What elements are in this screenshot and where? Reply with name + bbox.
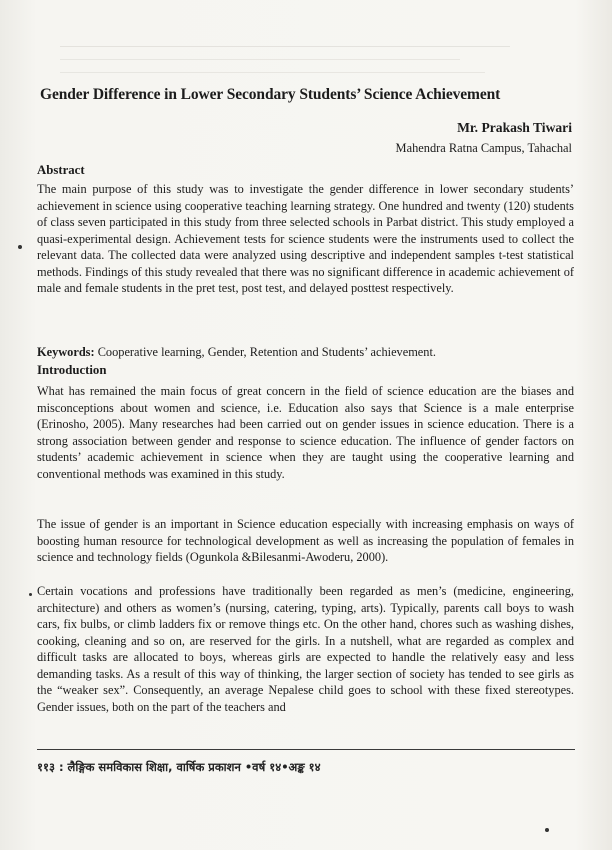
author-name: Mr. Prakash Tiwari (457, 120, 572, 135)
keywords-text: Cooperative learning, Gender, Retention and Students’ achievement. (94, 345, 436, 359)
margin-speck (29, 593, 32, 596)
intro-paragraph-1: What has remained the main focus of great concern in the field of science education are the biases and misconceptions about women and science, i.e. Education also says that Science is a male enterprise (Erinosho, 2005). Many researches had been carried out on gender issues in science education. There is a strong association between gender and response to science education. The influence of gender factors on students’ academic achievement in science when they are taught using the cooperative learning and conventional methods was examined in this study. (37, 384, 574, 481)
introduction-heading: Introduction (37, 363, 107, 377)
abstract-heading: Abstract (37, 163, 85, 177)
author-affiliation: Mahendra Ratna Campus, Tahachal (395, 141, 572, 155)
footer-rule (37, 749, 575, 750)
margin-speck (18, 245, 22, 249)
intro-paragraph-2: The issue of gender is an important in Science education especially with increasing emphasis on ways of boosting human resource for technological development as well as increasing the population of females in science and technology fields (Ogunkola &Bilesanmi-Awoderu, 2000). (37, 517, 574, 565)
margin-speck (545, 828, 549, 832)
page-footer: ११३ : लैङ्गिक समविकास शिक्षा, वार्षिक प्रकाशन •वर्ष १४•अङ्क १४ (37, 760, 321, 774)
keywords-line (37, 344, 574, 361)
article-title: Gender Difference in Lower Secondary Students’ Science Achievement (40, 86, 501, 103)
intro-paragraph-3: Certain vocations and professions have traditionally been regarded as men’s (medicine, engineering, architecture) and others as women’s (nursing, catering, typing, arts). Typically, parents call boys to wash cars, fix bulbs, or climb ladders fix or remove things etc. On the other hand, chores such as washing dishes, cooking, cleaning and so on, are reserved for the girls. In a nutshell, what are regarded as complex and difficult tasks are allocated to boys, whereas girls are expected to handle the relatively easy and less demanding tasks. As a result of this way of thinking, the larger section of society has tended to see girls as the “weaker sex”. Consequently, an average Nepalese child goes to school with these fixed stereotypes. Gender issues, both on the part of the teachers and (37, 584, 574, 714)
abstract-text: The main purpose of this study was to investigate the gender difference in lower secondary students’ achievement in science using cooperative teaching learning strategy. One hundred and twenty (120) students of class seven participated in this study from three selected schools in Parbat district. This study employed a quasi-experimental design. Achievement tests for science students were the instruments used to collect the relevant data. The collected data were analyzed using descriptive and independent samples t-test statistical methods. Findings of this study revealed that there was no significant difference in academic achievement of male and female students in the pret test, post test, and delayed posttest respectively. (37, 182, 574, 296)
keywords-label: Keywords: (37, 345, 95, 359)
